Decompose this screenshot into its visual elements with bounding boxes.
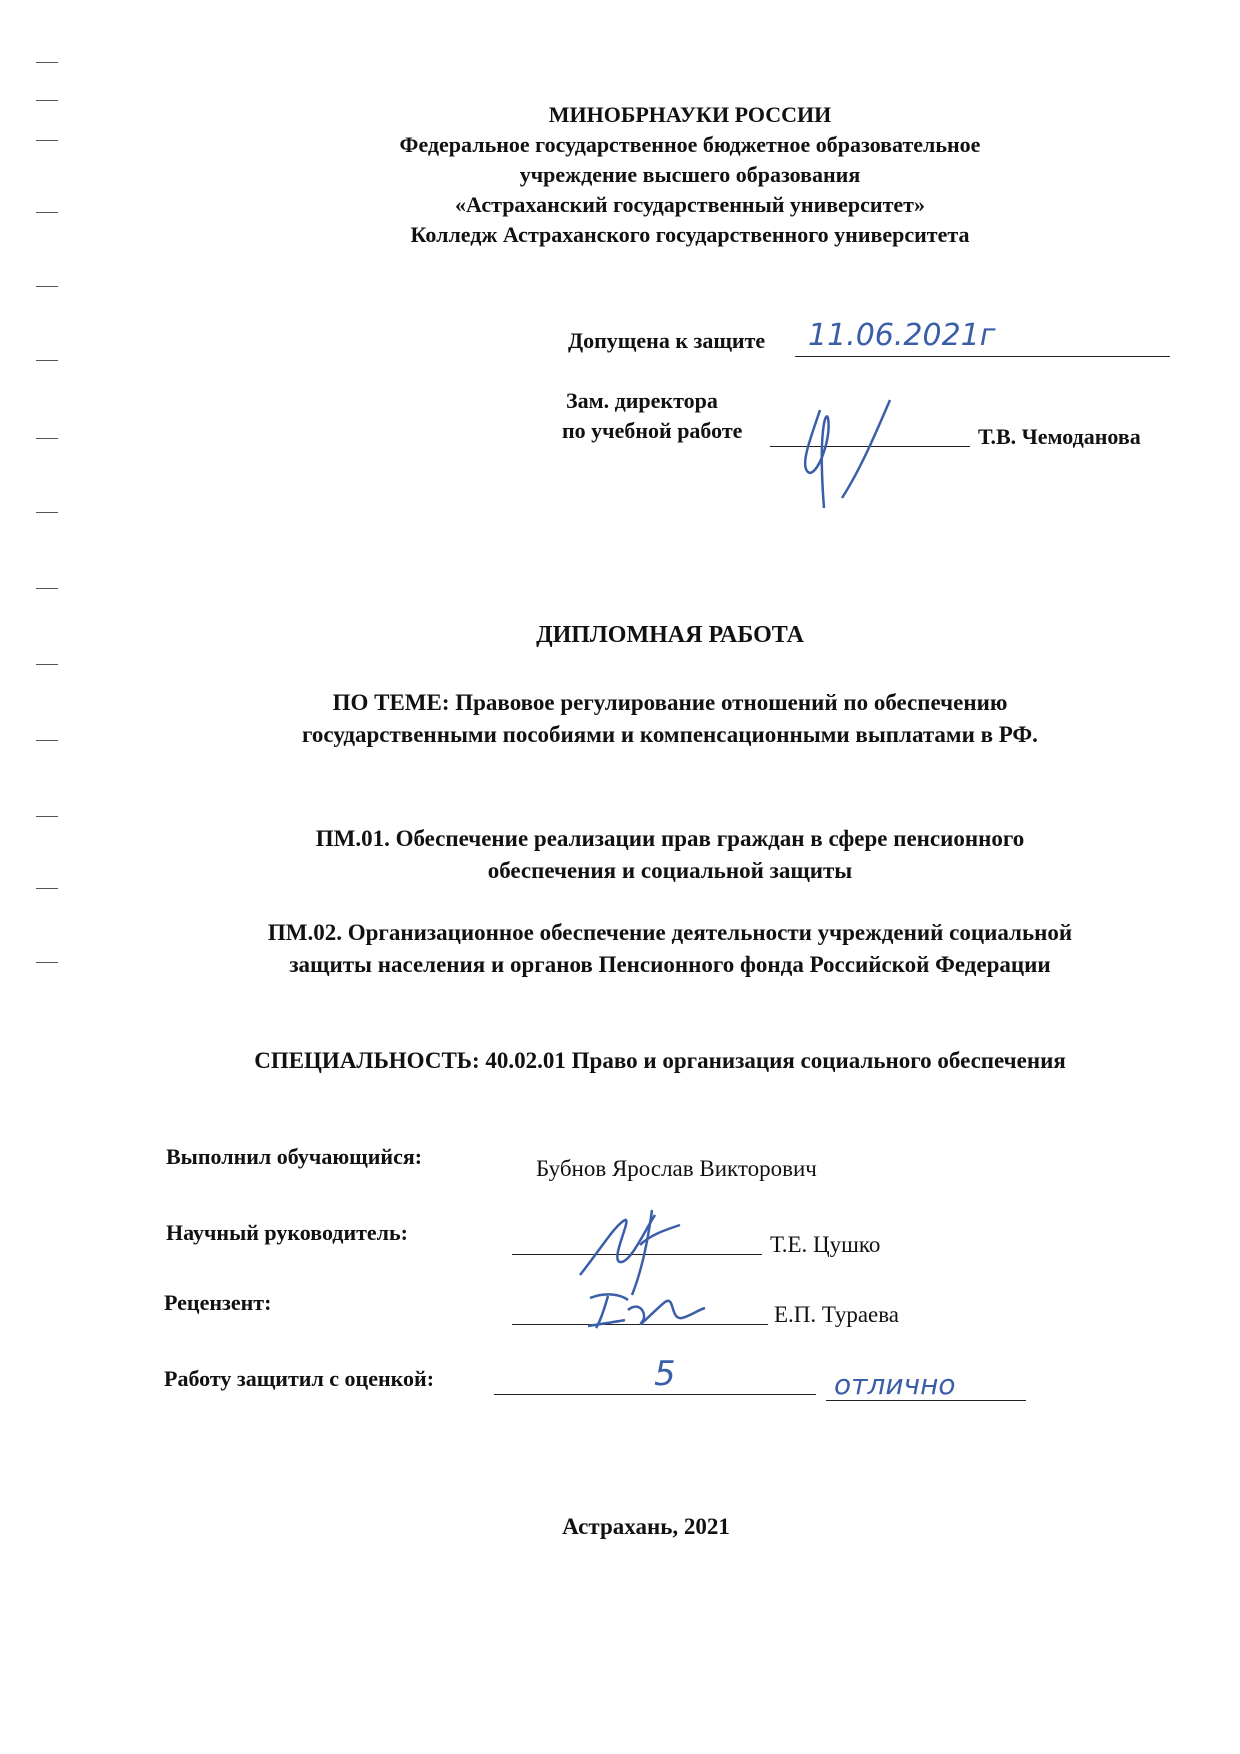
institution-level: учреждение высшего образования (519, 162, 861, 187)
admitted-date-line (795, 356, 1170, 357)
institution-type: Федеральное государственное бюджетное образовательное (399, 132, 981, 157)
supervisor-name: Т.Е. Цушко (770, 1232, 881, 1257)
topic-line2: государственными пособиями и компенсационными выплатами в РФ. (302, 722, 1038, 747)
position-label-line2: по учебной работе (562, 418, 743, 443)
grade-word-handwritten: отлично (834, 1368, 956, 1401)
reviewer-name: Е.П. Тураева (774, 1302, 899, 1327)
director-name: Т.В. Чемоданова (978, 424, 1141, 449)
university-name: «Астраханский государственный университет» (455, 192, 925, 217)
admitted-date-handwritten: 11.06.2021г (808, 318, 996, 353)
module-pm02-line1: ПМ.02. Организационное обеспечение деятельности учреждений социальной (267, 920, 1073, 945)
supervisor-label: Научный руководитель: (166, 1220, 408, 1245)
admitted-label: Допущена к защите (568, 328, 766, 353)
student-label: Выполнил обучающийся: (166, 1144, 423, 1169)
student-name: Бубнов Ярослав Викторович (536, 1156, 817, 1181)
specialty: СПЕЦИАЛЬНОСТЬ: 40.02.01 Право и организация социального обеспечения (254, 1048, 1066, 1073)
document-heading: ДИПЛОМНАЯ РАБОТА (536, 622, 804, 648)
city-year: Астрахань, 2021 (562, 1514, 730, 1539)
ministry-name: МИНОБРНАУКИ РОССИИ (548, 102, 832, 127)
module-pm01-line1: ПМ.01. Обеспечение реализации прав граждан в сфере пенсионного (315, 826, 1025, 851)
grade-label: Работу защитил с оценкой: (164, 1366, 435, 1391)
college-name: Колледж Астраханского государственного университета (410, 222, 970, 247)
director-signature (780, 380, 930, 530)
grade-number-line (494, 1394, 816, 1395)
module-pm01-line2: обеспечения и социальной защиты (487, 858, 853, 883)
grade-number-handwritten: 5 (654, 1354, 676, 1394)
topic-line1: ПО ТЕМЕ: Правовое регулирование отношений по обеспечению (332, 690, 1008, 715)
position-label-line1: Зам. директора (566, 388, 718, 413)
module-pm02-line2: защиты населения и органов Пенсионного фонда Российской Федерации (289, 952, 1051, 977)
reviewer-label: Рецензент: (164, 1290, 272, 1315)
reviewer-signature (570, 1280, 710, 1340)
